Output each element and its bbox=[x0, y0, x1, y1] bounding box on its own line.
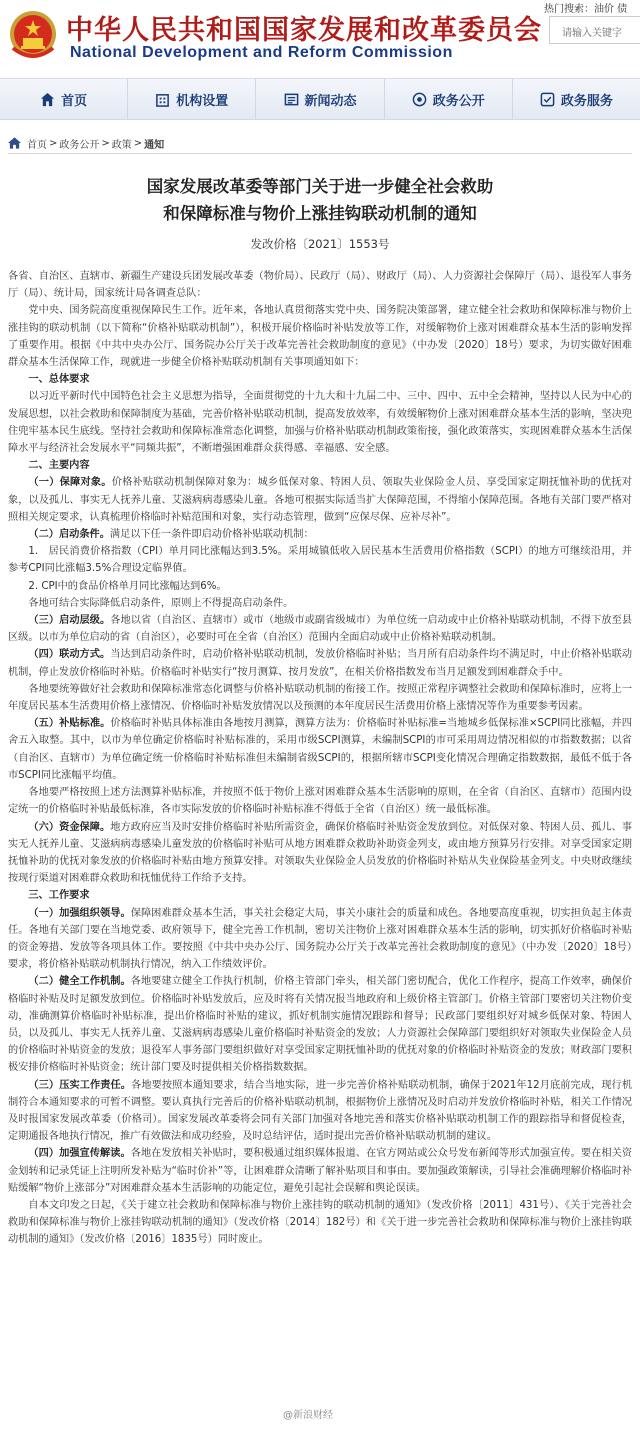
article-title bbox=[20, 173, 620, 227]
home-icon bbox=[40, 92, 55, 107]
addressee: 各省、自治区、直辖市、新疆生产建设兵团发展改革委（物价局）、民政厅（局）、财政厅（局）、人力资源社会保障厅（局）、退役军人事务厅（局）、统计局，国家统计局各调查总队： bbox=[8, 271, 632, 300]
nav-service[interactable] bbox=[513, 79, 640, 119]
paragraph-text: 各地在发放相关补贴时，要积极通过组织媒体报道、在官方网站或公众号发布新闻等形式加强宣传。要在相关资金划转和记录凭证上注明所发补贴为“临时价补”等，让困难群众清晰了解补贴项目和事由。要加强政策解读，引导社会准确理解价格临时补贴缓解“物价上涨部分”对困难群众基本生活影响的功能定位，避免引起社会误解和舆论误读。 bbox=[8, 1148, 633, 1194]
breadcrumb-separator: > bbox=[133, 137, 143, 149]
paragraph-label: （四）加强宣传解读。 bbox=[28, 1148, 131, 1160]
paragraph-label: （一）保障对象。 bbox=[28, 477, 112, 489]
open-gov-icon bbox=[412, 92, 427, 107]
intro-paragraph: 党中央、国务院高度重视保障民生工作。近年来，各地认真贯彻落实党中央、国务院决策部署，建立健全社会救助和保障标准与物价上涨挂钩的联动机制（以下简称“价格补贴联动机制”），积极开展价格临时补贴发放等工作，对缓解物价上涨对困难群众基本生活的影响发挥了重要作用。根据《中共中央办公厅、国务院办公厅关于改革完善社会救助制度的意见》（中办发〔2020〕18号）要求，为切实做好困难群众基本生活保障工作，现就进一步健全价格补贴联动机制有关事项通知如下： bbox=[8, 305, 632, 369]
paragraph-label: （三）压实工作责任。 bbox=[28, 1079, 132, 1091]
paragraph-text: 地方政府应当及时安排价格临时补贴所需资金，确保价格临时补贴资金发放到位。对低保对象、特困人员、孤儿、事实无人抚养儿童、艾滋病病毒感染儿童发放的价格临时补贴可从地方困难群众救助补助资金列支，或由地方预算另行安排。对享受国家定期抚恤补助的优抚对象发放的价格临时补贴由地方预算安排。对领取失业保险金人员发放的价格临时补贴从失业保险基金列支。中央财政继续按现行渠道对困难群众救助和抚恤优待工作给予支持。 bbox=[8, 821, 633, 885]
closing-paragraph: 自本文印发之日起，《关于建立社会救助和保障标准与物价上涨挂钩的联动机制的通知》（发改价格〔2011〕431号）、《关于完善社会救助和保障标准与物价上涨挂钩联动机制的通知》（发改价格〔2014〕182号）和《关于进一步完善社会救助和保障标准与物价上涨挂钩联动机制的通知》（发改价格〔2016〕1835号）同时废止。 bbox=[8, 1199, 632, 1246]
paragraph: 各地要严格按照上述方法测算补贴标准，并按照不低于物价上涨对困难群众基本生活影响的原则，在全省（自治区、直辖市）范围内设定统一的价格临时补贴最低标准，各市实际发放的价格临时补贴标准不得低于全省（自治区）统一最低标准。 bbox=[8, 787, 632, 816]
section-heading: 三、工作要求 bbox=[28, 890, 90, 902]
nav-org[interactable] bbox=[128, 79, 256, 119]
paragraph-label: （三）启动层级。 bbox=[28, 615, 111, 627]
nav-open-gov[interactable] bbox=[385, 79, 513, 119]
site-title-en: National Development and Reform Commission bbox=[70, 44, 453, 61]
paragraph: 各地可结合实际降低启动条件，原则上不得提高启动条件。 bbox=[28, 597, 294, 609]
breadcrumb-current: 通知 bbox=[144, 139, 165, 151]
hot-search[interactable]: 热门搜索：油价 债 bbox=[544, 4, 628, 15]
breadcrumb-open-gov[interactable]: 政务公开 bbox=[59, 139, 100, 151]
article-title-line2: 和保障标准与物价上涨挂钩联动机制的通知 bbox=[163, 204, 477, 223]
section-heading: 二、主要内容 bbox=[28, 460, 90, 472]
nav-label: 政务服务 bbox=[560, 93, 613, 109]
paragraph-text: 当达到启动条件时，启动价格补贴联动机制，发放价格临时补贴；当月所有启动条件均不满足时，中止价格补贴联动机制，停止发放价格临时补贴。价格临时补贴实行“按月测算、按月发放”，在相关价格指数发布当月足额发到困难群众手中。 bbox=[8, 649, 633, 678]
nav-label: 政务公开 bbox=[432, 93, 485, 109]
breadcrumb-home-icon bbox=[8, 137, 21, 149]
search-input[interactable]: 请输入关键字 bbox=[549, 16, 640, 44]
section-heading: 一、总体要求 bbox=[28, 374, 90, 386]
nav-news[interactable] bbox=[256, 79, 384, 119]
article-body bbox=[8, 268, 632, 1249]
paragraph-label: （一）加强组织领导。 bbox=[28, 907, 131, 919]
paragraph bbox=[8, 819, 632, 888]
nav-home[interactable] bbox=[0, 79, 128, 119]
nav-label: 首页 bbox=[61, 93, 88, 109]
paragraph bbox=[8, 526, 632, 543]
main-nav bbox=[0, 78, 640, 120]
paragraph-text: 各地以省（自治区、直辖市）或市（地级市或副省级城市）为单位统一启动或中止价格补贴联动机制，不得下放至县区级。以市为单位启动的省（自治区），必要时可在全省（自治区）范围内全面启动或中止价格补贴联动机制。 bbox=[8, 615, 633, 644]
paragraph-text: 价格补贴联动机制保障对象为：城乡低保对象、特困人员、领取失业保险金人员、享受国家定期抚恤补助的优抚对象，以及孤儿、事实无人抚养儿童、艾滋病病毒感染儿童。各地可根据实际适当扩大保障范围，不得缩小保障范围。各地有关部门要严格对照相关规定要求，认真梳理价格临时补贴范围和对象，实行动态管理，做到“应保尽保、应补尽补”。 bbox=[8, 477, 633, 523]
news-icon bbox=[284, 92, 299, 107]
paragraph: 以习近平新时代中国特色社会主义思想为指导，全面贯彻党的十九大和十九届二中、三中、四中、五中全会精神，坚持以人民为中心的发展思想，以社会救助和保障制度为基础，完善价格补贴联动机制，提高发放效率，有效缓解物价上涨对困难群众基本生活的影响，坚决兜住兜牢基本民生底线。坚持社会救助和保障标准常态化调整，加强与价格补贴联动机制政策衔接，强化政策落实，实现困难群众基本生活保障水平与经济社会发展水平“同频共振”，不断增强困难群众获得感、幸福感、安全感。 bbox=[8, 391, 632, 455]
paragraph-text: 保障困难群众基本生活，事关社会稳定大局，事关小康社会的质量和成色。各地要高度重视，切实担负起主体责任。各地有关部门要在当地党委、政府领导下，健全完善工作机制，密切关注物价上涨对困难群众基本生活的影响，切实抓好价格临时补贴的资金筹措、发放等各项具体工作。要按照《中共中央办公厅、国务院办公厅关于改革完善社会救助制度的意见》（中办发〔2020〕18号）要求，将价格补贴联动机制执行情况，纳入工作绩效评价。 bbox=[8, 907, 633, 971]
paragraph-text: 各地要按照本通知要求，结合当地实际，进一步完善价格补贴联动机制，确保于2021年12月底前完成，现行机制符合本通知要求的可暂不调整。要认真执行完善后的价格补贴联动机制，根据物价上涨情况及时启动并发放价格临时补贴，相关工作情况及时报国家发展改革委（价格司）。国家发展改革委将会同有关部门加强对各地完善和落实价格补贴联动机制工作的跟踪指导和督促检查，定期通报各地执行情况，推广有效做法和成功经验，及时总结评估，适时提出完善价格补贴联动机制的建议。 bbox=[8, 1079, 633, 1143]
nav-label: 新闻动态 bbox=[304, 93, 357, 109]
paragraph-label: （二）启动条件。 bbox=[28, 529, 110, 541]
list-item: 2. CPI中的食品价格单月同比涨幅达到6%。 bbox=[28, 580, 227, 592]
paragraph bbox=[8, 905, 632, 974]
site-header bbox=[0, 0, 640, 78]
list-item: 1. 居民消费价格指数（CPI）单月同比涨幅达到3.5%。采用城镇低收入居民基本生活费用价格指数（SCPI）的地方可继续沿用，并参考CPI同比涨幅3.5%合理设定临界值。 bbox=[8, 546, 632, 575]
org-icon bbox=[155, 92, 170, 107]
breadcrumb-separator: > bbox=[101, 137, 110, 149]
paragraph bbox=[8, 646, 632, 680]
breadcrumb-separator: > bbox=[49, 137, 58, 149]
paragraph: 各地要统筹做好社会救助和保障标准常态化调整与价格补贴联动机制的衔接工作。按照正常程序调整社会救助和保障标准时，应将上一年度居民基本生活费用价格上涨情况、价格临时补贴发放情况以及预测的本年度居民生活费用价格上涨情况等作为重要参考因素。 bbox=[8, 683, 632, 713]
watermark: @新浪财经 bbox=[283, 1406, 333, 1421]
breadcrumb-home[interactable]: 首页 bbox=[27, 139, 47, 151]
paragraph bbox=[8, 612, 632, 646]
paragraph-label: （六）资金保障。 bbox=[28, 821, 111, 833]
national-emblem-icon bbox=[8, 8, 58, 62]
breadcrumb-divider bbox=[8, 153, 632, 154]
nav-label: 机构设置 bbox=[176, 93, 229, 109]
paragraph bbox=[8, 474, 632, 526]
paragraph bbox=[8, 715, 632, 784]
paragraph-label: （二）健全工作机制。 bbox=[28, 976, 131, 988]
breadcrumb-policy[interactable]: 政策 bbox=[111, 139, 132, 151]
site-title-cn: 中华人民共和国国家发展和改革委员会 bbox=[66, 15, 542, 46]
paragraph bbox=[8, 1145, 632, 1197]
paragraph bbox=[8, 973, 632, 1076]
paragraph-label: （五）补贴标准。 bbox=[28, 718, 111, 730]
paragraph-text: 满足以下任一条件即启动价格补贴联动机制： bbox=[109, 529, 314, 541]
service-icon bbox=[540, 92, 555, 107]
article-title-line1: 国家发展改革委等部门关于进一步健全社会救助 bbox=[146, 177, 494, 196]
paragraph-text: 各地要建立健全工作执行机制，价格主管部门牵头，相关部门密切配合，优化工作程序，提高工作效率，确保价格临时补贴及时足额发放到位。价格临时补贴发放后，应及时将有关情况报当地政府和上级价格主管部门。价格主管部门要密切关注物价变动，准确测算价格临时补贴标准，提出价格临时补贴的建议，抓好机制实施情况跟踪和督导；民政部门要组织好对城乡低保对象、特困人员，以及孤儿、事实无人抚养儿童、艾滋病病毒感染儿童价格临时补贴资金的发放；人力资源社会保障部门要组织好对领取失业保险金人员的价格临时补贴资金的发放；退役军人事务部门要组织做好对享受国家定期抚恤补助的优抚对象的价格临时补贴资金的发放；财政部门要积极安排价格临时补贴资金；统计部门要及时提供相关价格指数数据。 bbox=[8, 976, 633, 1074]
breadcrumb bbox=[8, 134, 632, 152]
paragraph-text: 价格临时补贴具体标准由各地按月测算，测算方法为：价格临时补贴标准=当地城乡低保标准×SCPI同比涨幅，并四舍五入取整。其中，以市为单位确定价格临时补贴标准的，采用市级SCPI测算，未编制SCPI的市可采用周边情况相似的市指数数据；以省（自治区、直辖市）为单位确定统一价格临时补贴标准但未编制省级SCPI的，根据所辖市SCPI变化情况合理确定指数数据，最低不低于各市SCPI同比涨幅平均值。 bbox=[8, 718, 632, 781]
document-number: 发改价格〔2021〕1553号 bbox=[250, 237, 390, 251]
paragraph bbox=[8, 1077, 632, 1146]
paragraph-label: （四）联动方式。 bbox=[28, 649, 111, 661]
